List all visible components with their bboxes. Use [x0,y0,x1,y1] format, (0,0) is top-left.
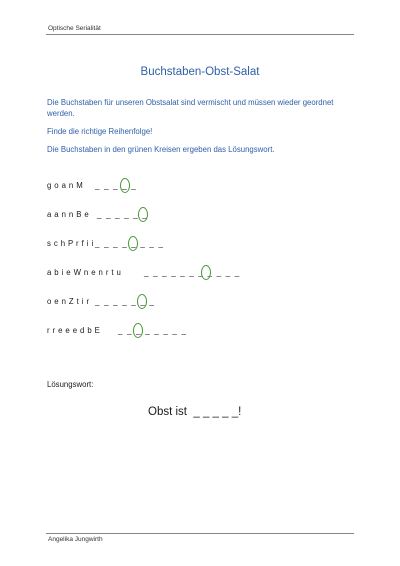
puzzle-letters-6: r r e e e d b E [47,326,101,335]
solution-circle-1 [120,178,130,193]
instruction-1: Die Buchstaben für unseren Obstsalat sind vermischt und müssen wieder geordnet werden. [47,98,334,118]
puzzle-blanks-6: _ _ _ _ _ _ _ _ [118,326,188,335]
worksheet-title: Buchstaben-Obst-Salat [140,66,260,78]
puzzle-letters-4: a b i e W n e n r t u [47,268,122,277]
header-divider [46,34,354,35]
solution-sentence: Obst ist _ _ _ _ _! [148,406,242,418]
puzzle-blanks-1: _ _ _ _ _ [95,181,137,190]
solution-circle-3 [128,236,138,251]
puzzle-blanks-5: _ _ _ _ _ _ _ [95,297,156,306]
solution-label: Lösungswort: [47,380,94,389]
page-footer: Angelika Jungwirth [48,536,103,543]
page-header: Optische Serialität [48,25,101,32]
puzzle-letters-1: g o a n M [47,181,84,190]
puzzle-blanks-3: _ _ _ _ _ _ _ _ [95,239,165,248]
puzzle-blanks-2: _ _ _ _ _ _ [97,210,149,219]
puzzle-letters-3: s c h P r f i i [47,239,94,248]
solution-circle-6 [133,323,143,338]
instruction-3: Die Buchstaben in den grünen Kreisen ergeben das Lösungswort. [47,145,275,154]
footer-divider [46,533,354,534]
instruction-2: Finde die richtige Reihenfolge! [47,127,153,136]
solution-circle-2 [138,207,148,222]
puzzle-letters-2: a a n n B e [47,210,90,219]
instructions [47,97,347,162]
puzzle-letters-5: o e n Z t i r [47,297,90,306]
solution-circle-5 [137,294,147,309]
puzzle-blanks-4: _ _ _ _ _ _ _ _ _ _ _ [144,268,241,277]
solution-circle-4 [201,265,211,280]
